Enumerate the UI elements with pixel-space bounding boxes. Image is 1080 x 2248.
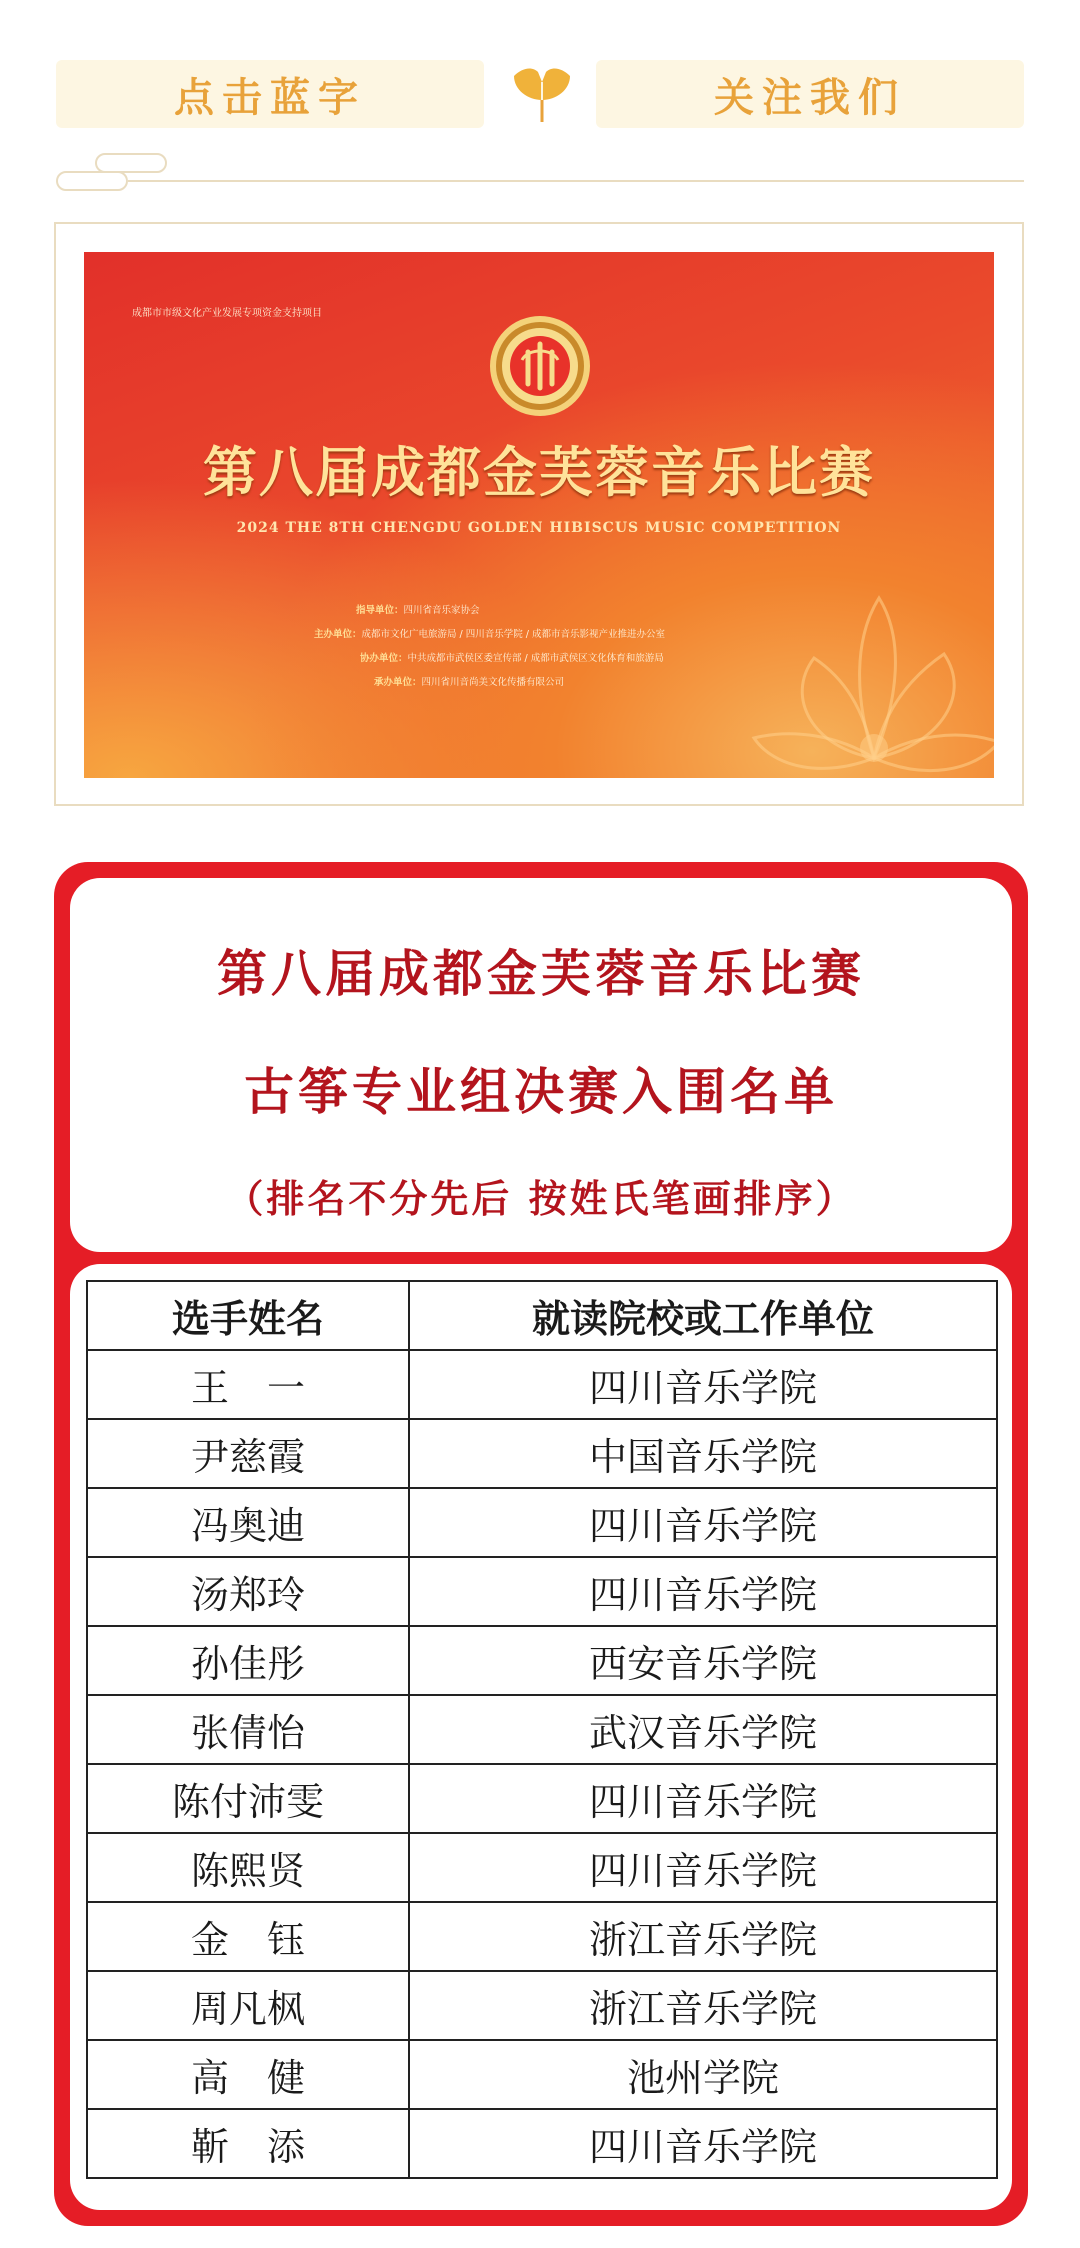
- follow-text-left[interactable]: 点击蓝字: [56, 60, 484, 128]
- banner-frame: [54, 222, 1024, 806]
- contestant-school: 四川音乐学院: [409, 1350, 997, 1419]
- table-header-row: [87, 1281, 997, 1350]
- table-row: [87, 1557, 997, 1626]
- contestant-school: 池州学院: [409, 2040, 997, 2109]
- table-row: [87, 1971, 997, 2040]
- table-row: [87, 1626, 997, 1695]
- contestant-name: 尹慈霞: [87, 1419, 409, 1488]
- org-organizer: 承办单位：四川省川音尚美文化传播有限公司: [374, 677, 565, 688]
- finalist-list-card: [54, 862, 1028, 2226]
- list-title-note: （排名不分先后 按姓氏笔画排序）: [225, 1177, 857, 1221]
- header-school: 就读院校或工作单位: [409, 1281, 997, 1350]
- follow-text-right[interactable]: 关注我们: [596, 60, 1024, 128]
- org-guide: 指导单位：四川省音乐家协会: [356, 605, 480, 616]
- follow-bar[interactable]: [56, 60, 1024, 128]
- banner-english-title: 2024 THE 8TH CHENGDU GOLDEN HIBISCUS MUSIC COMPETITION: [236, 520, 842, 536]
- contestant-name: 靳 添: [87, 2109, 409, 2178]
- table-row: [87, 1419, 997, 1488]
- table-row: [87, 2109, 997, 2178]
- table-row: [87, 1350, 997, 1419]
- competition-banner: [84, 252, 994, 778]
- contestant-school: 四川音乐学院: [409, 1488, 997, 1557]
- contestant-school: 四川音乐学院: [409, 2109, 997, 2178]
- list-title-competition: 第八届成都金芙蓉音乐比赛: [217, 945, 865, 1003]
- contestant-school: 四川音乐学院: [409, 1557, 997, 1626]
- hibiscus-flower-decoration: [744, 558, 994, 778]
- list-title-category: 古筝专业组决赛入围名单: [244, 1063, 838, 1121]
- contestant-name: 陈付沛雯: [87, 1764, 409, 1833]
- banner-funding-note: 成都市市级文化产业发展专项资金支持项目: [132, 308, 322, 319]
- competition-logo: [488, 314, 592, 418]
- contestant-school: 西安音乐学院: [409, 1626, 997, 1695]
- contestant-school: 浙江音乐学院: [409, 1902, 997, 1971]
- org-host: 主办单位：成都市文化广电旅游局 / 四川音乐学院 / 成都市音乐影视产业推进办公室: [314, 629, 665, 640]
- contestant-name: 孙佳彤: [87, 1626, 409, 1695]
- contestant-name: 高 健: [87, 2040, 409, 2109]
- contestant-name: 张倩怡: [87, 1695, 409, 1764]
- table-row: [87, 1902, 997, 1971]
- org-co-host: 协办单位：中共成都市武侯区委宣传部 / 成都市武侯区文化体育和旅游局: [360, 653, 664, 664]
- contestant-school: 中国音乐学院: [409, 1419, 997, 1488]
- contestant-school: 四川音乐学院: [409, 1833, 997, 1902]
- table-row: [87, 2040, 997, 2109]
- contestant-school: 武汉音乐学院: [409, 1695, 997, 1764]
- contestant-name: 周凡枫: [87, 1971, 409, 2040]
- table-row: [87, 1695, 997, 1764]
- banner-title: 第八届成都金芙蓉音乐比赛: [203, 440, 875, 504]
- contestant-school: 四川音乐学院: [409, 1764, 997, 1833]
- header-name: 选手姓名: [87, 1281, 409, 1350]
- table-row: [87, 1488, 997, 1557]
- contestant-name: 陈熙贤: [87, 1833, 409, 1902]
- contestant-name: 汤郑玲: [87, 1557, 409, 1626]
- finalist-table-box: [70, 1264, 1012, 2210]
- ginkgo-leaf-icon: [508, 60, 576, 128]
- contestant-school: 浙江音乐学院: [409, 1971, 997, 2040]
- list-title-box: [70, 878, 1012, 1252]
- contestant-name: 冯奥迪: [87, 1488, 409, 1557]
- decorative-divider: [56, 150, 1024, 192]
- table-row: [87, 1833, 997, 1902]
- finalist-table: [86, 1280, 998, 2179]
- table-row: [87, 1764, 997, 1833]
- contestant-name: 王 一: [87, 1350, 409, 1419]
- contestant-name: 金 钰: [87, 1902, 409, 1971]
